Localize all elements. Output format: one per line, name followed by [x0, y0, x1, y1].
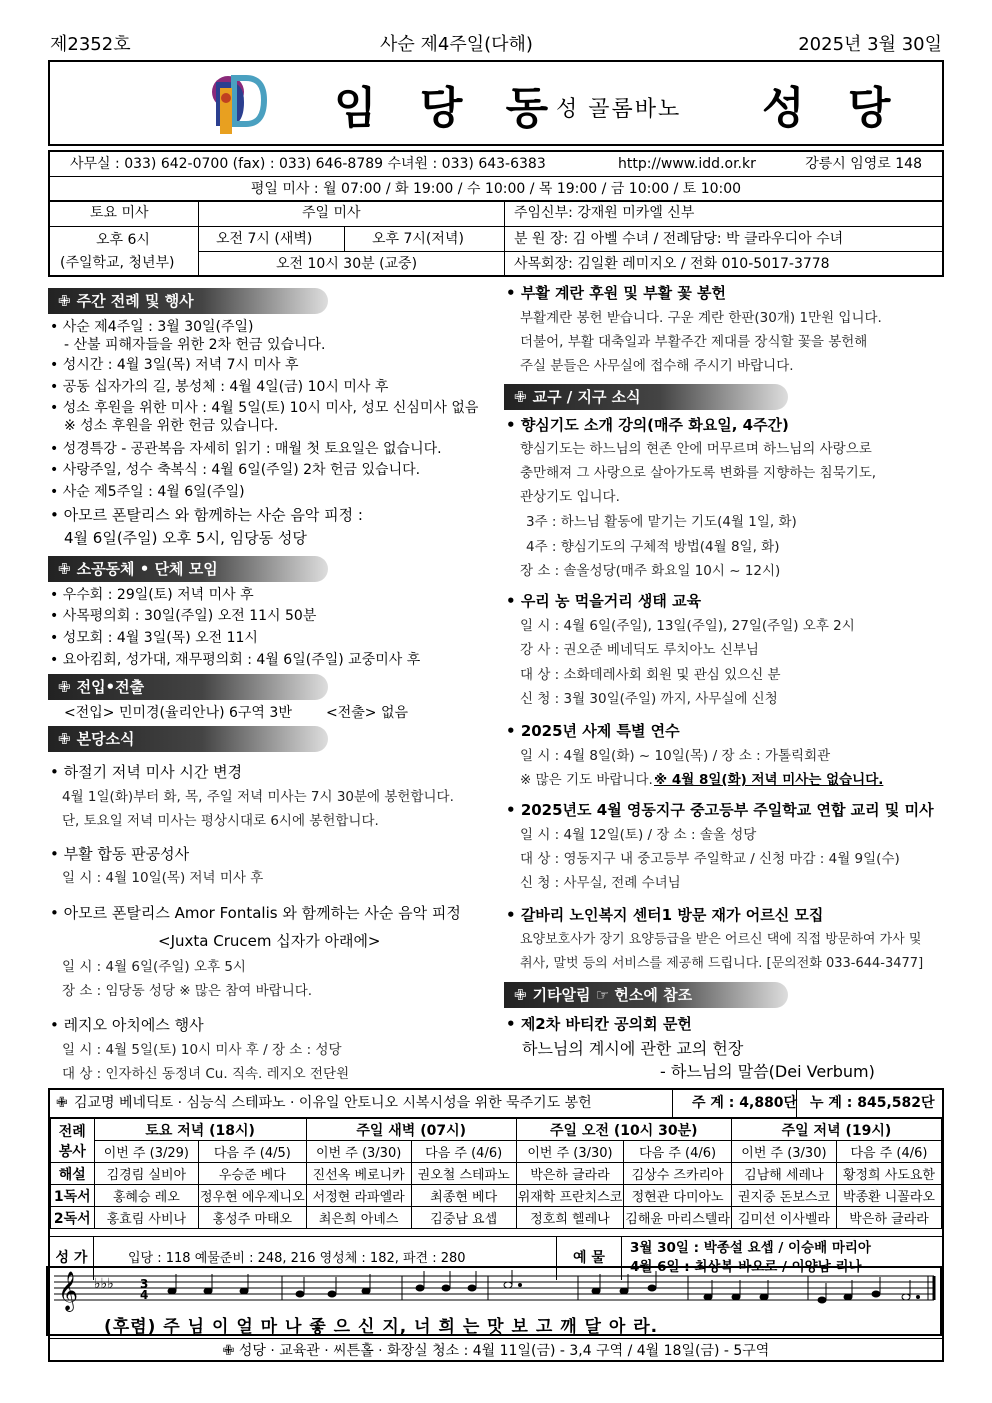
notice-no-mass: ※ 4월 8일(화) 저녁 미사는 없습니다.: [654, 772, 884, 788]
list-item: • 성시간 : 4월 3일(목) 저녁 7시 미사 후: [50, 354, 299, 376]
offering-line: 3월 30일 : 박종설 요셉 / 이승배 마리아: [630, 1240, 871, 1256]
cross-icon: ✙: [56, 1095, 68, 1111]
col-header: 토요 저녁 (18시): [94, 1119, 306, 1141]
section-header-transfer: ✙ 전입•전출: [48, 674, 328, 700]
list-item: • 레지오 아치에스 행사: [50, 1014, 204, 1036]
rosary-total-count: 누 계 : 845,582단: [810, 1095, 935, 1111]
table-row: 2독서 홍효림 사비나 홍성주 마태오 최은희 아녜스 김중남 요셉 정호희 헬레나 김해윤 마리스텔라 김미선 이사벨라 박은하 글라라: [51, 1207, 942, 1229]
council-president: 사목회장: 김일환 레미지오 / 전화 010-5017-3778: [514, 256, 830, 272]
masthead: [48, 60, 944, 146]
section-header-parish-news: ✙ 본당소식: [48, 726, 328, 752]
table-row: 1독서 홍혜승 레오 정우현 에우제니오 서정현 라파엘라 최종현 베다 위재학 프란치스코 정현관 다미아노 권지중 돈보스코 박종환 니꼴라오: [51, 1185, 942, 1207]
svg-text:3: 3: [140, 1277, 149, 1291]
list-item: • 부활 계란 후원 및 부활 꽃 봉헌: [506, 282, 726, 304]
issue-header: [50, 30, 942, 58]
detail-line: 요양보호사가 장기 요양등급을 받은 어르신 댁에 직접 방문하여 가사 및: [520, 932, 922, 947]
cross-icon: ✙: [58, 730, 71, 748]
sun-mass-dawn: 오전 7시 (새벽): [216, 231, 313, 247]
weekday-mass-times: 평일 미사 : 월 07:00 / 화 19:00 / 수 10:00 / 목 19:00 / 금 10:00 / 토 10:00: [50, 176, 942, 200]
svg-text:♭♭♭: ♭♭♭: [94, 1276, 114, 1292]
music-staff-icon: [48, 1268, 940, 1312]
cleaning-schedule: ✙ 성당 · 교육관 · 씨튼홀 · 화장실 청소 : 4월 11일(금) - 3,4 구역 / 4월 18일(금) - 5구역: [48, 1338, 944, 1362]
list-item: • 사순 제5주일 : 4월 6일(주일): [50, 481, 245, 503]
detail-line: 일 시 : 4월 6일(주일), 13일(주일), 27일(주일) 오후 2시: [520, 618, 855, 634]
mass-schedule: [48, 200, 944, 277]
rosary-row: [50, 1090, 942, 1118]
list-item: • 우리 농 먹을거리 생태 교육: [506, 590, 701, 612]
detail-line: 신 청 : 3월 30일(주일) 까지, 사무실에 신청: [520, 691, 778, 707]
transfer-in: <전입> 민미경(율리안나) 6구역 3반: [64, 705, 292, 721]
contact-phones: 사무실 : 033) 642-0700 (fax) : 033) 646-8789 수녀원 : 033) 643-6383: [70, 156, 546, 172]
cross-icon: ✙: [222, 1343, 239, 1359]
col-header: 주일 오전 (10시 30분): [516, 1119, 731, 1141]
sat-mass-time: 오후 6시: [96, 232, 150, 248]
detail-line: 신 청 : 사무실, 전례 수녀님: [520, 875, 681, 891]
transfer-out: <전출> 없음: [326, 705, 409, 721]
list-item: • 제2차 바티칸 공의회 문헌: [506, 1013, 692, 1035]
list-item: • 요아킴회, 성가대, 재무평의회 : 4월 6일(주일) 교중미사 후: [50, 649, 420, 671]
sun-mass-main: 오전 10시 30분 (교중): [276, 256, 418, 272]
sub-header: 다음 주 (4/6): [836, 1141, 941, 1163]
list-item: • 우수회 : 29일(토) 저녁 미사 후: [50, 584, 254, 606]
table-row: 해설 김경림 실비아 우승준 베다 진선옥 베로니카 권오철 스테파노 박은하 글라라 김상수 즈카리아 김남해 세레나 황정희 사도요한: [51, 1163, 942, 1185]
sub-header: 다음 주 (4/6): [411, 1141, 516, 1163]
detail-line: 일 시 : 4월 6일(주일) 오후 5시: [62, 959, 246, 975]
pastor: 주임신부: 강재원 미카엘 신부: [514, 205, 695, 221]
detail-line: 부활계란 봉헌 받습니다. 구운 계란 한판(30개) 1만원 입니다.: [520, 310, 882, 326]
sub-header: 이번 주 (3/30): [306, 1141, 411, 1163]
list-item: • 아모르 폰탈리스 와 함께하는 사순 음악 피정 :: [50, 504, 363, 526]
detail-line: 더불어, 부활 대축일과 부활주간 제대를 장식할 꽃을 봉헌해: [520, 334, 868, 350]
offering-label: 예 물: [556, 1237, 622, 1280]
list-item: • 부활 합동 판공성사: [50, 843, 189, 865]
list-item: • 사순 제4주일 : 3월 30일(주일): [50, 316, 254, 338]
parish-church: 성 당: [762, 83, 905, 134]
list-item: • 향심기도 소개 강의(매주 화요일, 4주간): [506, 414, 789, 436]
cross-icon: ✙: [58, 678, 71, 696]
detail-line: 향심기도는 하느님의 현존 안에 머무르며 하느님의 사랑으로: [520, 441, 872, 457]
sat-mass-header: 토요 미사: [90, 205, 149, 221]
detail-line: 장 소 : 솔올성당(매주 화요일 10시 ~ 12시): [520, 563, 781, 579]
detail-line: 일 시 : 4월 5일(토) 10시 미사 후 / 장 소 : 성당: [62, 1042, 342, 1058]
contact-info: [48, 150, 944, 202]
sub-header: 이번 주 (3/30): [516, 1141, 624, 1163]
detail-line: 주실 분들은 사무실에 접수해 주시기 바랍니다.: [520, 358, 794, 374]
detail-line: 일 시 : 4월 10일(목) 저녁 미사 후: [62, 870, 264, 886]
issue-number: 제2352호: [50, 34, 131, 55]
cross-icon: ✙: [58, 292, 71, 310]
detail-line: 4월 1일(화)부터 화, 목, 주일 저녁 미사는 7시 30분에 봉헌합니다.: [62, 789, 454, 805]
sub-header: 다음 주 (4/5): [199, 1141, 307, 1163]
detail-line: 대 상 : 영동지구 내 중고등부 주일학교 / 신청 마감 : 4월 9일(수): [520, 851, 900, 867]
list-item: • 성소 후원을 위한 미사 : 4월 5일(토) 10시 미사, 성모 신심미사 없음: [50, 397, 478, 419]
detail-line: 장 소 : 임당동 성당 ※ 많은 참여 바랍니다.: [62, 983, 313, 999]
offering-line: 4월 6일 : 최상복 바오로 / 이양남 리나: [630, 1259, 862, 1275]
detail-line: 충만해져 그 사랑으로 살아가도록 변화를 지향하는 침묵기도,: [520, 465, 877, 481]
rosary-week-count: 주 계 : 4,880단: [692, 1095, 798, 1111]
role-header: 전례 봉사: [51, 1119, 95, 1163]
sun-mass-evening: 오후 7시(저녁): [372, 231, 464, 247]
section-header-diocese: ✙ 교구 / 지구 소식: [504, 384, 788, 410]
detail-line: 일 시 : 4월 12일(토) / 장 소 : 솔올 성당: [520, 827, 757, 843]
parish-logo-icon: [198, 68, 282, 142]
detail-line: 단, 토요일 저녁 미사는 평상시대로 6시에 봉헌합니다.: [62, 813, 379, 829]
list-item: • 아모르 폰탈리스 Amor Fontalis 와 함께하는 사순 음악 피정: [50, 902, 461, 924]
sun-mass-header: 주일 미사: [302, 205, 361, 221]
detail-line: 일 시 : 4월 8일(화) ~ 10일(목) / 장 소 : 가톨릭회관: [520, 748, 831, 764]
detail-line: 대 상 : 인자하신 동정녀 Cu. 직속. 레지오 전단원: [62, 1066, 350, 1082]
sat-mass-note: (주일학교, 청년부): [60, 255, 175, 271]
psalm-refrain-score: [46, 1266, 942, 1336]
issue-date: 2025년 3월 30일: [798, 34, 942, 55]
detail-line: 대 상 : 소화데레사회 회원 및 관심 있으신 분: [520, 667, 781, 683]
rosary-intention: 김교명 베네딕토 · 심능식 스테파노 · 이유일 안토니오 시복시성을 위한 묵주기도 봉헌: [74, 1095, 592, 1111]
cross-icon: ✙: [514, 388, 527, 406]
detail-line: 강 사 : 권오준 베네딕도 루치아노 신부님: [520, 642, 759, 658]
list-item: • 사목평의회 : 30일(주일) 오전 11시 50분: [50, 605, 316, 627]
parish-name: 임 당 동: [334, 83, 563, 134]
detail-line: 4주 : 향심기도의 구체적 방법(4월 8일, 화): [526, 539, 780, 555]
document-title: 하느님의 계시에 관한 교의 헌장: [522, 1039, 744, 1058]
liturgy-duty-table: [50, 1118, 942, 1229]
hymn-numbers: 입당 : 118 예물준비 : 248, 216 영성체 : 182, 파견 : 280: [128, 1251, 466, 1266]
hymn-label: 성 가: [50, 1237, 94, 1280]
concert-title: <Juxta Crucem 십자가 아래에>: [158, 932, 381, 950]
list-item: • 갈바리 노인복지 센터1 방문 재가 어르신 모집: [506, 904, 823, 926]
detail-line: 취사, 말벗 등의 서비스를 제공해 드립니다. [문의전화 033-644-3477]: [520, 956, 924, 971]
list-item: • 하절기 저녁 미사 시간 변경: [50, 761, 242, 783]
detail-line: 관상기도 입니다.: [520, 489, 620, 505]
detail-line: ※ 많은 기도 바랍니다.: [520, 772, 653, 788]
sub-header: 다음 주 (4/6): [624, 1141, 732, 1163]
section-header-liturgy: ✙ 주간 전례 및 행사: [48, 288, 328, 314]
section-header-community: ✙ 소공동체 • 단체 모임: [48, 556, 328, 582]
section-header-other: ✙ 기타알림 ☞ 헌소에 참조: [504, 982, 788, 1008]
cross-icon: ✙: [58, 560, 71, 578]
address: 강릉시 임영로 148: [805, 156, 922, 172]
sub-header: 이번 주 (3/30): [731, 1141, 836, 1163]
sub-header: 이번 주 (3/29): [94, 1141, 198, 1163]
list-item-sub: ※ 성소 후원을 위한 헌금 있습니다.: [64, 418, 279, 434]
liturgical-week: 사순 제4주일(다해): [380, 34, 533, 55]
list-item: • 성모회 : 4월 3일(목) 오전 11시: [50, 627, 258, 649]
col-header: 주일 저녁 (19시): [731, 1119, 941, 1141]
list-item: • 2025년 사제 특별 연수: [506, 720, 680, 742]
svg-text:𝄞: 𝄞: [58, 1271, 79, 1311]
refrain-lyrics: (후렴) 주 님 이 얼 마 나 좋 으 신 지, 너 희 는 맛 보 고 깨 달 아 라.: [104, 1317, 659, 1337]
list-item-sub: 4월 6일(주일) 오후 5시, 임당동 성당: [64, 529, 307, 547]
list-item: • 사랑주일, 성수 축복식 : 4월 6일(주일) 2차 헌금 있습니다.: [50, 459, 420, 481]
document-subtitle: - 하느님의 말씀(Dei Verbum): [660, 1062, 875, 1081]
website-link[interactable]: http://www.idd.or.kr: [618, 156, 756, 172]
list-item: • 성경특강 - 공관복음 자세히 읽기 : 매월 첫 토요일은 없습니다.: [50, 438, 442, 460]
list-item: • 2025년도 4월 영동지구 중고등부 주일학교 연합 교리 및 미사: [506, 799, 934, 821]
list-item-sub: - 산불 피해자들을 위한 2차 헌금 있습니다.: [64, 337, 326, 353]
cross-icon: ✙: [514, 986, 527, 1004]
nuns: 분 원 장: 김 아벨 수녀 / 전례담당: 박 클라우디아 수녀: [514, 231, 844, 247]
col-header: 주일 새벽 (07시): [306, 1119, 516, 1141]
detail-line: 3주 : 하느님 활동에 맡기는 기도(4월 1일, 화): [526, 514, 797, 530]
list-item: • 공동 십자가의 길, 봉성체 : 4월 4일(금) 10시 미사 후: [50, 376, 388, 398]
svg-text:4: 4: [140, 1288, 149, 1302]
parish-patron: 성 골롬바노: [556, 97, 682, 122]
